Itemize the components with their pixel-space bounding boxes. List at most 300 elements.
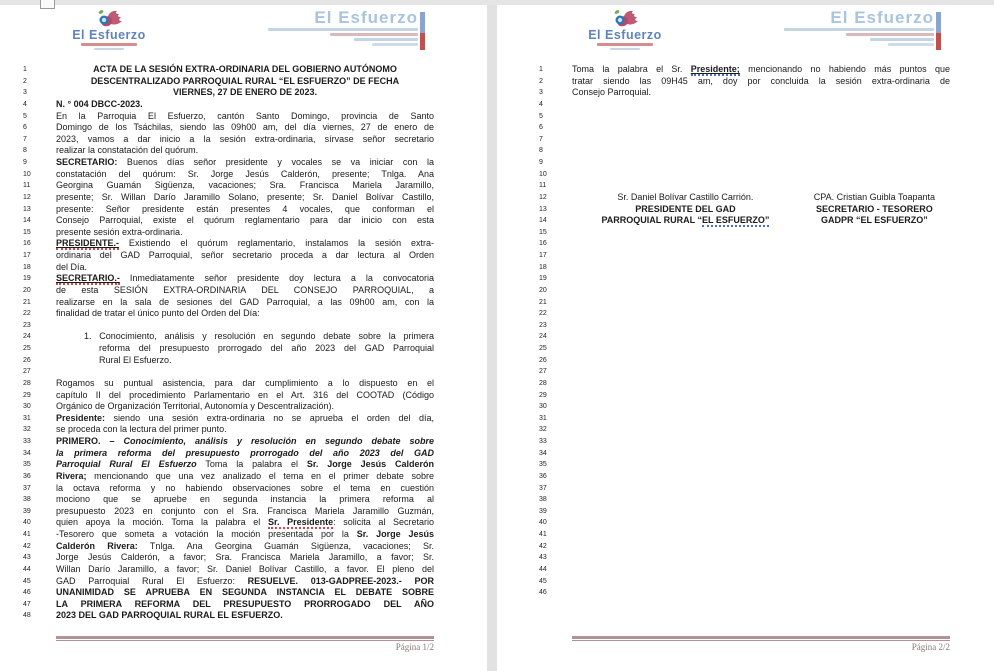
page-header	[0, 6, 478, 60]
line-number: 23	[23, 321, 31, 329]
document-line	[56, 250, 434, 262]
document-line	[56, 587, 434, 599]
text-run: EL ESFUERZO”	[701, 215, 770, 226]
line-number: 17	[23, 252, 31, 259]
document-line	[56, 448, 434, 460]
text-run: Calderón Rivera:	[56, 540, 138, 551]
document-line	[572, 238, 950, 250]
text-run: quien apoya la moción. Toma la palabra el	[56, 517, 268, 528]
document-line	[56, 506, 434, 518]
text-run: RESUELVE. 013-GADPREE-2023.- POR	[247, 575, 434, 586]
text-run: Buenos días señor presidente y vocales se va iniciar con la	[117, 157, 434, 167]
text-run: Willan Darío Jaramillo, a favor; Sr. Daniel Bolívar Castillo, a favor. El pleno del	[56, 563, 434, 574]
document-line	[56, 111, 434, 123]
line-number: 21	[539, 298, 547, 306]
text-run: CPA. Cristian Guibla Toapanta	[813, 191, 935, 202]
text-run: tratar siendo las 09H45 am, doy por concluida la sesión extra-ordinaria de	[572, 75, 950, 86]
document-line	[56, 552, 434, 564]
line-number: 17	[539, 252, 547, 259]
logo-left-tagline-bar	[81, 43, 137, 46]
signature-block	[799, 215, 950, 227]
line-number: 42	[23, 542, 31, 550]
line-number: 8	[539, 147, 543, 155]
text-run: Consejo Parroquial, existe el quórum reglamentario para dar inicio con esta	[56, 215, 434, 226]
document-line	[572, 215, 950, 227]
line-number: 38	[539, 496, 547, 504]
line-number: 22	[23, 310, 31, 318]
document-line	[56, 76, 434, 88]
text-run: mencionando que una vez analizado el tema en el primer debate sobre	[86, 470, 434, 481]
document-line	[572, 506, 950, 518]
page-gap	[487, 0, 497, 671]
document-line	[56, 610, 434, 622]
document-line	[56, 529, 434, 541]
document-line	[572, 262, 950, 274]
text-run: realizarse en la sala de sesiones del GAD Parroquial, a las 09h00 am, con la	[56, 296, 434, 307]
line-number: 37	[539, 484, 547, 492]
document-line	[56, 576, 434, 588]
text-run: presente sesión extra-ordinaria.	[56, 226, 183, 237]
document-line	[572, 390, 950, 402]
logo-left-tagline-bar	[597, 43, 653, 46]
text-run: LA PRIMERA REFORMA DEL PRESUPUESTO PRORROGADO DEL AÑO	[56, 598, 434, 609]
text-run: Parroquial Rural El Esfuerzo	[56, 459, 197, 470]
document-line	[56, 599, 434, 611]
line-number: 29	[23, 391, 31, 399]
line-number: 13	[539, 205, 547, 213]
document-line	[572, 180, 950, 192]
line-number: 1	[539, 66, 543, 73]
line-number: 43	[539, 554, 547, 562]
text-run: Toma la palabra el	[196, 459, 307, 470]
text-run: Rivera;	[56, 470, 87, 481]
document-line	[56, 285, 434, 297]
document-line	[56, 122, 434, 134]
line-number: 20	[539, 286, 547, 294]
line-number: 5	[23, 112, 27, 120]
letterhead-info-line	[372, 43, 418, 46]
letterhead-wordmark	[754, 10, 934, 46]
text-run: ordinaria del GAD Parroquial, señor secretario proceda a dar lectura al Orden	[56, 250, 434, 260]
document-line	[572, 204, 950, 216]
document-line	[572, 320, 950, 332]
text-run: finalidad de tratar el único punto del Orden del Día:	[56, 308, 260, 319]
line-number: 16	[539, 240, 547, 248]
line-number: 18	[23, 263, 31, 271]
document-line	[572, 134, 950, 146]
line-number: 45	[23, 577, 31, 585]
line-number: 47	[23, 600, 31, 608]
line-number: 26	[539, 356, 547, 364]
text-run: Inmediatamente señor presidente doy lectura a la convocatoria	[119, 273, 434, 284]
line-number: 19	[23, 275, 31, 283]
text-run: Existiendo el quórum reglamentario, instalamos la sesión extra-	[119, 238, 434, 249]
text-run: 2023, vamos a dar inicio a la sesión extra-ordinaria, sírvase señor secretario	[56, 133, 434, 144]
document-line	[572, 471, 950, 483]
line-number: 11	[23, 182, 31, 190]
line-number: 1	[23, 66, 27, 73]
document-line	[572, 111, 950, 123]
text-run: Sr. Jorge Jesús Calderón	[306, 459, 435, 470]
document-line	[56, 378, 434, 390]
text-run: Tnlga. Ana Georgina Guamán Sigüenza, vacaciones; Sr.	[137, 540, 434, 551]
line-number: 15	[539, 228, 547, 236]
line-number: 41	[539, 531, 547, 538]
text-run: presupuesto 2023 en conjunto con el Sra. Francisca Mariela Jaramillo Guzmán,	[56, 505, 434, 516]
letterhead-info-line	[846, 33, 934, 36]
text-run: PRESIDENTE.-	[56, 238, 120, 249]
line-number: 29	[539, 391, 547, 399]
document-line	[56, 459, 434, 471]
document-line	[572, 436, 950, 448]
line-number: 46	[539, 589, 547, 597]
line-number: 40	[23, 519, 31, 527]
document-line	[56, 564, 434, 576]
text-run: VIERNES, 27 DE ENERO DE 2023.	[172, 87, 318, 98]
text-run: la primera reforma del presupuesto prorrogado del año 2023 del GAD	[56, 447, 434, 458]
line-number: 32	[539, 426, 547, 434]
text-run: Orgánico de Organización Territorial, Autonomía y Descentralización).	[56, 401, 334, 412]
line-number: 48	[23, 612, 31, 620]
letterhead-info-line	[888, 43, 934, 46]
document-line	[56, 157, 434, 169]
text-run: Sr. Daniel Bolívar Castillo Carrión.	[617, 191, 754, 202]
text-run: Consejo Parroquial.	[572, 87, 652, 98]
document-line	[56, 424, 434, 436]
text-run: SECRETARIO.-	[56, 273, 120, 284]
logo-left-title: El Esfuerzo	[588, 28, 662, 42]
document-line	[572, 157, 950, 169]
line-number: 22	[539, 310, 547, 318]
text-run: del Día.	[56, 261, 88, 272]
line-number: 12	[539, 193, 547, 201]
text-run: PRESIDENTE DEL GAD	[635, 203, 736, 214]
line-number-gutter	[539, 64, 559, 599]
signature-block	[799, 192, 950, 204]
line-number: 34	[23, 449, 31, 457]
line-number: 33	[539, 438, 547, 445]
text-run: UNANIMIDAD SE APRUEBA EN SEGUNDA INSTANCIA EL DEBATE SOBRE	[56, 587, 434, 598]
document-line	[572, 273, 950, 285]
document-line	[572, 227, 950, 239]
line-number: 6	[23, 124, 27, 132]
page-number-label: Página 1/2	[395, 642, 434, 652]
text-run: constatación del quórum: Sr. Jorge Jesús Calderón, presente; Tnlga. Ana	[56, 168, 434, 179]
text-run: Presidente:	[56, 412, 106, 423]
text-run: N. ° 004 DBCC-2023.	[56, 98, 143, 109]
bird-logo-icon	[610, 8, 640, 30]
document-line	[572, 552, 950, 564]
document-line	[572, 494, 950, 506]
line-number: 36	[539, 472, 547, 480]
text-run: : solicita al Secretario	[333, 517, 434, 528]
line-number: 30	[539, 403, 547, 411]
line-number: 7	[539, 135, 543, 143]
text-run: presente: Señor presidente están presentes 4 vocales, que conforman el	[56, 203, 434, 214]
text-run: SECRETARIO:	[56, 157, 118, 167]
document-text-column	[56, 64, 434, 622]
line-number: 8	[23, 147, 27, 155]
line-number: 10	[539, 170, 547, 178]
line-number: 14	[539, 217, 547, 225]
line-number: 28	[23, 379, 31, 387]
line-number: 31	[539, 414, 547, 422]
line-number: 43	[23, 554, 31, 562]
document-line	[56, 145, 434, 157]
text-run: -Tesorero que someta a votación la moción presentada por la	[56, 529, 357, 539]
line-number: 4	[539, 100, 543, 108]
line-number: 46	[23, 589, 31, 597]
line-number: 21	[23, 298, 31, 306]
document-line	[56, 215, 434, 227]
text-run: 2023 DEL GAD PARROQUIAL RURAL EL ESFUERZO.	[56, 610, 283, 621]
text-run: mociono que se apruebe en segunda instancia la primera reforma al	[56, 494, 434, 505]
document-line	[56, 483, 434, 495]
line-number: 15	[23, 228, 31, 236]
letterhead-info-line	[354, 38, 418, 41]
document-line	[572, 378, 950, 390]
document-line	[56, 413, 434, 425]
page-boundary-marker	[40, 0, 55, 9]
line-number: 2	[539, 77, 543, 85]
document-line	[56, 227, 434, 239]
document-page-2	[497, 0, 994, 671]
line-number: 32	[23, 426, 31, 434]
text-run: ACTA DE LA SESIÓN EXTRA-ORDINARIA DEL GOBIERNO AUTÓNOMO	[93, 64, 397, 74]
document-line	[56, 390, 434, 402]
text-run: GADPR “EL ESFUERZO”	[820, 215, 928, 226]
line-number: 24	[539, 333, 547, 341]
document-text-column	[572, 64, 950, 599]
line-number: 33	[23, 438, 31, 445]
text-run: Conocimiento, análisis y resolución en segundo debate sobre	[123, 436, 434, 446]
document-line	[572, 343, 950, 355]
document-line	[572, 541, 950, 553]
document-line	[56, 87, 434, 99]
text-run: Sr. Jorge Jesús	[356, 529, 434, 539]
line-number: 2	[23, 77, 27, 85]
footer-rule	[572, 636, 950, 641]
signature-block	[572, 215, 799, 227]
document-line	[572, 483, 950, 495]
document-line	[56, 401, 434, 413]
line-number: 26	[23, 356, 31, 364]
document-line	[56, 541, 434, 553]
text-run: DESCENTRALIZADO PARROQUIAL RURAL “EL ESFUERZO” DE FECHA	[90, 75, 400, 86]
page-header	[497, 6, 994, 60]
letterhead-accent-bar	[936, 12, 941, 50]
document-line	[572, 145, 950, 157]
text-run: Rural El Esfuerzo.	[99, 354, 172, 365]
logo-left-subtagline-bar	[610, 48, 640, 50]
line-number: 12	[23, 193, 31, 201]
line-number: 30	[23, 403, 31, 411]
document-line	[572, 285, 950, 297]
line-number: 20	[23, 286, 31, 294]
document-line	[572, 413, 950, 425]
line-number: 24	[23, 333, 31, 341]
line-number: 9	[539, 159, 543, 166]
text-run: se proceda con la lectura del primer punto.	[56, 424, 227, 435]
document-line	[56, 320, 434, 332]
line-number: 39	[23, 507, 31, 515]
text-run: Domingo de los Tsáchilas, siendo las 09h00 am, del día viernes, 27 de enero de	[56, 122, 434, 133]
text-run: realizar la constatación del quórum.	[56, 145, 199, 156]
document-line	[56, 180, 434, 192]
document-line	[572, 424, 950, 436]
document-line	[572, 169, 950, 181]
line-number: 13	[23, 205, 31, 213]
letterhead-accent-bar	[420, 12, 425, 50]
line-number: 28	[539, 379, 547, 387]
document-line	[56, 262, 434, 274]
document-line	[56, 134, 434, 146]
bird-logo-icon	[94, 8, 124, 30]
line-number: 5	[539, 112, 543, 120]
document-line	[56, 494, 434, 506]
logo-left-title: El Esfuerzo	[72, 28, 146, 42]
document-line	[572, 587, 950, 599]
line-number: 3	[23, 89, 27, 97]
letterhead-info-line	[330, 33, 418, 36]
letterhead-wordmark	[238, 10, 418, 46]
document-line	[56, 436, 434, 448]
document-line	[56, 297, 434, 309]
line-number: 3	[539, 89, 543, 97]
document-line	[572, 331, 950, 343]
letterhead-info-line	[870, 38, 934, 41]
document-line	[572, 366, 950, 378]
text-run: la octava reforma y no habiendo observaciones sobre el tema en cuestión	[56, 482, 434, 493]
document-line	[56, 517, 434, 529]
document-line	[572, 355, 950, 367]
text-run: Sr. Presidente	[267, 517, 334, 528]
text-run: SECRETARIO - TESORERO	[815, 203, 933, 214]
line-number: 37	[23, 484, 31, 492]
line-number: 27	[539, 368, 547, 376]
text-run: reforma del presupuesto prorrogado del año 2023 del GAD Parroquial	[99, 343, 434, 353]
document-line	[572, 529, 950, 541]
line-number: 10	[23, 170, 31, 178]
gad-logo	[585, 8, 665, 50]
line-number: 31	[23, 414, 31, 422]
signature-block	[572, 192, 799, 204]
text-run: Toma la palabra el Sr.	[572, 64, 691, 74]
document-line	[572, 459, 950, 471]
document-line	[572, 297, 950, 309]
document-line	[56, 64, 434, 76]
document-line	[56, 355, 434, 367]
document-line	[572, 87, 950, 99]
document-line	[572, 576, 950, 588]
document-line	[572, 192, 950, 204]
document-line	[572, 308, 950, 320]
document-line	[56, 308, 434, 320]
text-run: 1. Conocimiento, análisis y resolución en segundo debate sobre la primera	[84, 331, 434, 342]
document-line	[56, 99, 434, 111]
line-number: 35	[539, 461, 547, 469]
line-number: 9	[23, 159, 27, 166]
document-line	[56, 343, 434, 355]
text-run: presente; Sr. Willan Darío Jaramillo Solano, presente; Sr. Daniel Bolívar Castillo,	[56, 191, 434, 202]
text-run: Presidente;	[690, 64, 740, 74]
document-line	[572, 64, 950, 76]
letterhead-info-line	[784, 28, 934, 31]
document-line	[56, 331, 434, 343]
line-number: 25	[23, 345, 31, 352]
line-number: 11	[539, 182, 547, 190]
document-line	[572, 517, 950, 529]
line-number: 18	[539, 263, 547, 271]
signature-block	[799, 204, 950, 216]
footer-rule	[56, 636, 434, 641]
text-run: Rogamos su puntual asistencia, para dar cumplimiento a lo dispuesto en el	[56, 377, 434, 388]
document-line	[572, 564, 950, 576]
line-number: 40	[539, 519, 547, 527]
line-number: 36	[23, 472, 31, 480]
document-line	[56, 471, 434, 483]
line-number: 7	[23, 135, 27, 143]
line-number: 4	[23, 100, 27, 108]
document-line	[56, 204, 434, 216]
text-run: PARROQUIAL RURAL “	[601, 215, 702, 226]
line-number: 23	[539, 321, 547, 329]
line-number: 44	[23, 565, 31, 573]
document-line	[56, 192, 434, 204]
document-line	[56, 366, 434, 378]
text-run: GAD Parroquial Rural El Esfuerzo:	[56, 575, 248, 586]
document-line	[56, 273, 434, 285]
line-number-gutter	[23, 64, 43, 622]
line-number: 16	[23, 240, 31, 248]
document-line	[572, 401, 950, 413]
line-number: 25	[539, 345, 547, 352]
line-number: 42	[539, 542, 547, 550]
text-run: mencionando no habiendo más puntos que	[739, 64, 950, 74]
document-line	[572, 250, 950, 262]
line-number: 27	[23, 368, 31, 376]
text-run: En la Parroquia El Esfuerzo, cantón Santo Domingo, provincia de Santo	[56, 110, 434, 121]
text-run: Georgina Guamán Sigüenza, vacaciones; Sra. Francisca Mariela Jaramillo,	[56, 180, 434, 191]
line-number: 14	[23, 217, 31, 225]
text-run: capítulo II del procedimiento Parlamentario en el Art. 316 del COOTAD (Código	[56, 389, 434, 400]
window-top-edge	[0, 0, 994, 5]
line-number: 6	[539, 124, 543, 132]
gad-logo	[69, 8, 149, 50]
document-line	[56, 238, 434, 250]
text-run: de esta SESIÓN EXTRA-ORDINARIA DEL CONSEJO PARROQUIAL, a	[56, 284, 434, 295]
text-run: Jorge Jesús Calderón, a favor; Sra. Francisca Mariela Jaramillo, a favor; Sr.	[56, 552, 434, 563]
document-line	[572, 122, 950, 134]
page-number-label: Página 2/2	[911, 642, 950, 652]
document-line	[572, 76, 950, 88]
signature-block	[572, 204, 799, 216]
logo-right-title: El Esfuerzo	[830, 8, 934, 27]
text-run: PRIMERO. –	[56, 436, 124, 446]
line-number: 41	[23, 531, 31, 538]
document-line	[56, 169, 434, 181]
line-number: 34	[539, 449, 547, 457]
document-line	[572, 99, 950, 111]
line-number: 19	[539, 275, 547, 283]
logo-right-title: El Esfuerzo	[314, 8, 418, 27]
line-number: 35	[23, 461, 31, 469]
line-number: 38	[23, 496, 31, 504]
line-number: 45	[539, 577, 547, 585]
line-number: 44	[539, 565, 547, 573]
letterhead-info-line	[268, 28, 418, 31]
line-number: 39	[539, 507, 547, 515]
